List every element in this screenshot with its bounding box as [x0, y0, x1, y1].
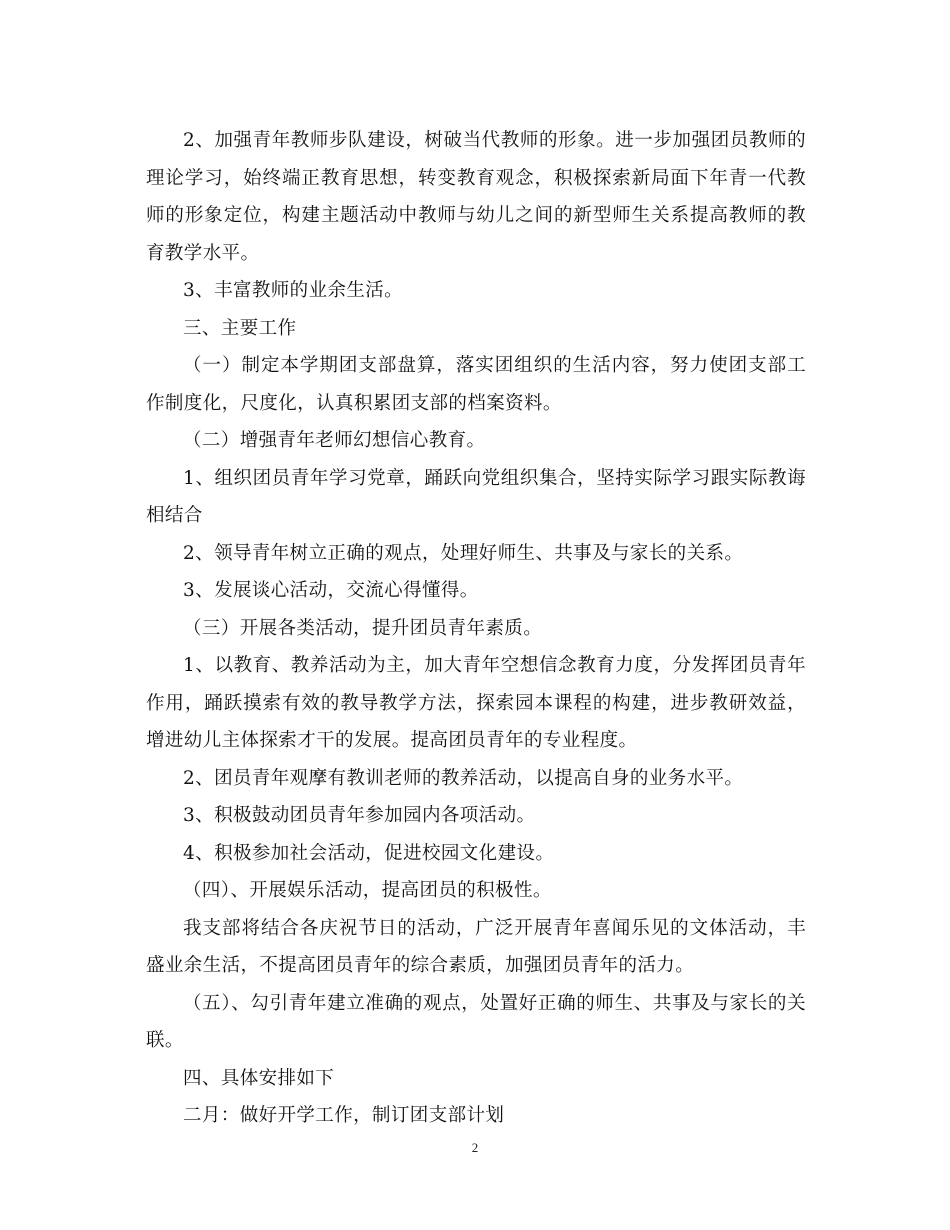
paragraph-entertainment: （四）、开展娱乐活动，提高团员的积极性。	[183, 880, 552, 901]
list-item: 3、积极鼓动团员青年参加园内各项活动。	[183, 805, 536, 826]
section-heading-arrangement: 四、具体安排如下	[183, 1067, 335, 1089]
paragraph-festival-activities: 我支部将结合各庆祝节日的活动，广泛开展青年喜闻乐见的文体活动，丰盛业余生活，不提高团员青年的综合素质，加强团员青年的活力。	[146, 917, 806, 976]
document-body	[146, 122, 806, 1135]
list-item: 4、积极参加社会活动，促进校园文化建设。	[183, 842, 555, 864]
list-item: 1、组织团员青年学习党章，踊跃向党组织集合，坚持实际学习跟实际教诲相结合	[146, 467, 806, 526]
paragraph-plan: （一）制定本学期团支部盘算，落实团组织的生活内容，努力使团支部工作制度化，尺度化，认真积累团支部的档案资料。	[146, 355, 806, 414]
list-item: 2、团员青年观摩有教训老师的教养活动，以提高自身的业务水平。	[183, 767, 744, 789]
section-heading-main-work: 三、主要工作	[183, 317, 297, 339]
paragraph-guidance: （五）、勾引青年建立准确的观点，处置好正确的师生、共事及与家长的关联。	[146, 992, 806, 1051]
paragraph-leisure-life: 3、丰富教师的业余生活。	[183, 280, 404, 301]
paragraph-february: 二月：做好开学工作，制订团支部计划	[183, 1105, 505, 1126]
list-item: 3、发展谈心活动，交流心得懂得。	[183, 580, 479, 601]
paragraph-teacher-team: 2、加强青年教师步队建设，树破当代教师的形象。进一步加强团员教师的理论学习，始终端正教育思想，转变教育观念，积极探索新局面下年青一代教师的形象定位，构建主题活动中教师与幼儿之间的新型师生关系提高教师的教育教学水平。	[146, 130, 806, 264]
list-item: 2、领导青年树立正确的观点，处理好师生、共事及与家长的关系。	[183, 542, 744, 564]
paragraph-belief-education: （二）增强青年老师幻想信心教育。	[183, 430, 486, 451]
page-number: 2	[471, 1140, 479, 1155]
paragraph-activities: （三）开展各类活动，提升团员青年素质。	[183, 617, 543, 639]
list-item: 1、以教育、教养活动为主，加大青年空想信念教育力度，分发挥团员青年作用，踊跃摸索有效的教导教学方法，探索园本课程的构建，进步教研效益，增进幼儿主体探索才干的发展。提高团员青年的专业程度。	[146, 655, 806, 751]
